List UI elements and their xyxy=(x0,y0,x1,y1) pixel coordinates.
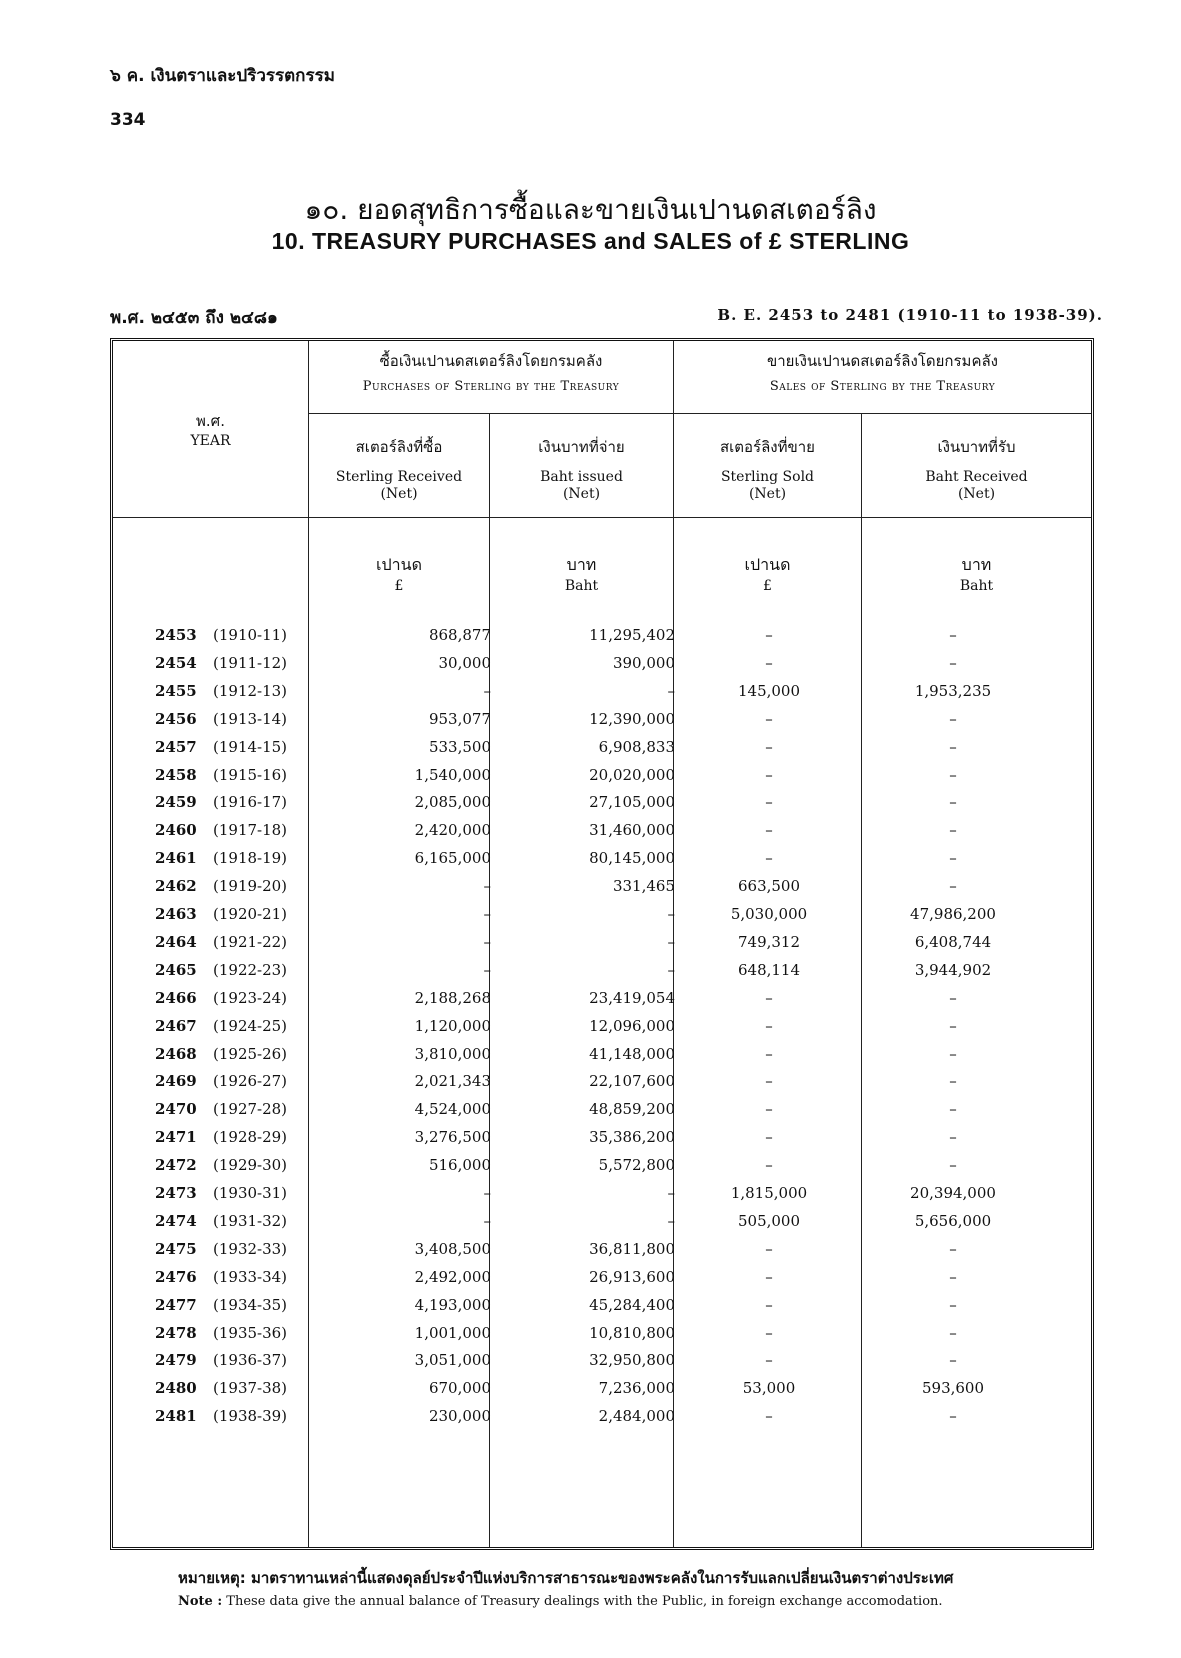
table-row xyxy=(113,873,1097,901)
sterling-sold-cell: – xyxy=(765,1016,773,1035)
year-ad: (1927-28) xyxy=(213,1100,288,1119)
col-header-thai: เงินบาทที่จ่าย xyxy=(538,438,625,456)
sterling-received-cell: 4,193,000 xyxy=(414,1295,491,1314)
year-ad: (1938-39) xyxy=(213,1407,288,1426)
year-ad: (1914-15) xyxy=(213,737,288,756)
sterling-sold-cell: – xyxy=(765,1295,773,1314)
sterling-sold-cell: 1,815,000 xyxy=(730,1184,808,1202)
baht-issued-cell: 7,236,000 xyxy=(598,1379,675,1398)
sterling-received-cell: – xyxy=(483,960,491,979)
baht-issued-cell: 20,020,000 xyxy=(589,765,675,784)
sterling-sold-cell: – xyxy=(765,849,773,868)
baht-received-cell: – xyxy=(949,821,957,840)
baht-issued-cell: 12,096,000 xyxy=(589,1016,675,1035)
year-ad: (1929-30) xyxy=(213,1156,288,1175)
year-be: 2458 xyxy=(155,765,197,784)
table-row xyxy=(113,817,1097,845)
sterling-received-cell: 1,001,000 xyxy=(414,1323,491,1342)
baht-received-cell: – xyxy=(949,709,957,728)
baht-received-cell: – xyxy=(949,737,957,756)
year-ad: (1935-36) xyxy=(213,1323,288,1342)
sterling-sold-cell: 663,500 xyxy=(737,877,801,896)
unit-english: £ xyxy=(763,578,772,594)
baht-issued-cell: – xyxy=(667,681,675,700)
baht-issued-cell: – xyxy=(667,1211,675,1230)
unit-col4 xyxy=(862,553,1091,594)
sterling-received-cell: 230,000 xyxy=(428,1407,491,1426)
baht-received-cell: – xyxy=(949,1016,957,1035)
table-row xyxy=(113,845,1097,873)
data-table xyxy=(110,338,1094,1550)
divider-group-header xyxy=(308,413,1091,414)
year-ad: (1916-17) xyxy=(213,793,288,812)
table-row xyxy=(113,1068,1097,1096)
year-ad: (1924-25) xyxy=(213,1016,288,1035)
baht-received-cell: 20,394,000 xyxy=(910,1184,996,1202)
baht-issued-cell: 23,419,054 xyxy=(589,988,675,1007)
unit-col3 xyxy=(674,553,861,594)
year-ad: (1920-21) xyxy=(213,905,288,923)
sterling-received-cell: 670,000 xyxy=(428,1379,491,1398)
year-ad: (1922-23) xyxy=(213,960,288,979)
table-row xyxy=(113,706,1097,734)
sterling-received-cell: – xyxy=(483,681,491,700)
sterling-sold-cell: 145,000 xyxy=(737,681,801,700)
table-row xyxy=(113,678,1097,706)
baht-received-cell: – xyxy=(949,1407,957,1426)
table-row xyxy=(113,901,1097,929)
baht-received-cell: 1,953,235 xyxy=(914,681,992,700)
sterling-received-cell: 533,500 xyxy=(428,737,491,756)
year-ad: (1919-20) xyxy=(213,877,288,896)
period-thai: พ.ศ. ๒๔๕๓ ถึง ๒๔๘๑ xyxy=(110,308,278,328)
table-row xyxy=(113,1320,1097,1348)
sterling-received-cell: 516,000 xyxy=(428,1156,491,1175)
year-be: 2457 xyxy=(155,737,197,756)
year-be: 2473 xyxy=(155,1184,197,1202)
year-ad: (1912-13) xyxy=(213,681,288,700)
sterling-sold-cell: 648,114 xyxy=(737,960,801,979)
note-text: These data give the annual balance of Treasury dealings with the Public, in foreign exchange accomodation. xyxy=(226,1594,943,1609)
baht-issued-cell: – xyxy=(667,905,675,923)
baht-received-cell: – xyxy=(949,1351,957,1370)
sterling-received-cell: – xyxy=(483,932,491,951)
baht-received-cell: – xyxy=(949,1128,957,1147)
table-row xyxy=(113,1208,1097,1236)
year-ad: (1918-19) xyxy=(213,849,288,868)
year-be: 2479 xyxy=(155,1351,197,1370)
year-ad: (1926-27) xyxy=(213,1072,288,1091)
sterling-sold-cell: – xyxy=(765,793,773,812)
sterling-received-cell: 3,051,000 xyxy=(414,1351,491,1370)
baht-received-cell: 47,986,200 xyxy=(910,905,996,923)
baht-issued-cell: 45,284,400 xyxy=(589,1295,675,1314)
year-be: 2461 xyxy=(155,849,197,868)
col-header-net: (Net) xyxy=(562,486,601,502)
sterling-sold-cell: – xyxy=(765,1128,773,1147)
baht-issued-cell: 331,465 xyxy=(612,877,675,896)
sterling-received-cell: 2,420,000 xyxy=(414,821,491,840)
year-be: 2472 xyxy=(155,1156,197,1175)
baht-issued-cell: 80,145,000 xyxy=(589,849,675,868)
year-ad: (1917-18) xyxy=(213,821,288,840)
year-ad: (1931-32) xyxy=(213,1211,288,1230)
year-be: 2477 xyxy=(155,1295,197,1314)
sterling-sold-cell: – xyxy=(765,1044,773,1063)
table-row xyxy=(113,1096,1097,1124)
unit-col1 xyxy=(309,553,489,594)
baht-issued-cell: 26,913,600 xyxy=(589,1267,675,1286)
baht-received-cell: 6,408,744 xyxy=(914,932,992,951)
table-row xyxy=(113,1236,1097,1264)
sterling-received-cell: – xyxy=(483,1184,491,1202)
sterling-sold-cell: – xyxy=(765,1072,773,1091)
year-ad: (1913-14) xyxy=(213,709,288,728)
year-ad: (1936-37) xyxy=(213,1351,288,1370)
year-ad: (1932-33) xyxy=(213,1239,288,1258)
baht-issued-cell: 32,950,800 xyxy=(589,1351,675,1370)
year-be: 2478 xyxy=(155,1323,197,1342)
baht-received-cell: – xyxy=(949,1156,957,1175)
year-be: 2455 xyxy=(155,681,197,700)
sterling-received-cell: 6,165,000 xyxy=(414,849,491,868)
table-row xyxy=(113,1292,1097,1320)
note-label: Note : xyxy=(178,1594,223,1609)
year-be: 2465 xyxy=(155,960,197,979)
unit-english: Baht xyxy=(564,578,599,594)
baht-received-cell: – xyxy=(949,1267,957,1286)
baht-issued-cell: 31,460,000 xyxy=(589,821,675,840)
baht-received-cell: – xyxy=(949,849,957,868)
year-ad: (1911-12) xyxy=(213,653,288,672)
table-title-english: 10. TREASURY PURCHASES and SALES of £ STERLING xyxy=(271,228,910,254)
sterling-sold-cell: 505,000 xyxy=(737,1211,801,1230)
year-be: 2460 xyxy=(155,821,197,840)
table-row xyxy=(113,929,1097,957)
sterling-sold-cell: 749,312 xyxy=(737,932,801,951)
col-header-english: Sterling Received xyxy=(335,469,463,485)
col-header-english: Sterling Sold xyxy=(720,469,815,485)
sterling-sold-cell: – xyxy=(765,737,773,756)
col-header-net: (Net) xyxy=(748,486,787,502)
unit-english: Baht xyxy=(959,578,994,594)
purchases-header-thai: ซื้อเงินเปานดสเตอร์ลิงโดยกรมคลัง xyxy=(379,352,603,370)
sterling-received-cell: 868,877 xyxy=(428,626,491,644)
col-sterling-received-header xyxy=(309,435,489,503)
unit-col2 xyxy=(490,553,673,594)
baht-issued-cell: 48,859,200 xyxy=(589,1100,675,1119)
year-be: 2453 xyxy=(155,626,197,644)
unit-thai: เปานด xyxy=(376,555,422,574)
table-row xyxy=(113,1264,1097,1292)
year-be: 2471 xyxy=(155,1128,197,1147)
year-be: 2463 xyxy=(155,905,197,923)
sterling-sold-cell: – xyxy=(765,1323,773,1342)
year-be: 2454 xyxy=(155,653,197,672)
baht-issued-cell: 11,295,402 xyxy=(589,626,675,644)
table-title-thai: ๑๐. ยอดสุทธิการซื้อและขายเงินเปานดสเตอร์ลิง xyxy=(304,193,877,226)
sterling-received-cell: 953,077 xyxy=(428,709,491,728)
sterling-received-cell: 3,276,500 xyxy=(414,1128,491,1147)
year-ad: (1934-35) xyxy=(213,1295,288,1314)
sterling-sold-cell: – xyxy=(765,765,773,784)
table-row xyxy=(113,1347,1097,1375)
year-be: 2467 xyxy=(155,1016,197,1035)
sterling-received-cell: – xyxy=(483,877,491,896)
sterling-received-cell: 1,120,000 xyxy=(414,1016,491,1035)
year-ad: (1933-34) xyxy=(213,1267,288,1286)
sterling-received-cell: 3,408,500 xyxy=(414,1239,491,1258)
baht-received-cell: – xyxy=(949,1295,957,1314)
table-row xyxy=(113,1152,1097,1180)
baht-issued-cell: 22,107,600 xyxy=(589,1072,675,1091)
baht-received-cell: – xyxy=(949,793,957,812)
baht-issued-cell: – xyxy=(667,1184,675,1202)
baht-received-cell: – xyxy=(949,653,957,672)
year-ad: (1928-29) xyxy=(213,1128,288,1147)
sterling-sold-cell: – xyxy=(765,1351,773,1370)
year-be: 2468 xyxy=(155,1044,197,1063)
year-ad: (1921-22) xyxy=(213,932,288,951)
year-be: 2476 xyxy=(155,1267,197,1286)
year-be: 2470 xyxy=(155,1100,197,1119)
sterling-received-cell: – xyxy=(483,905,491,923)
baht-issued-cell: 6,908,833 xyxy=(598,737,675,756)
col-header-net: (Net) xyxy=(957,486,996,502)
year-ad: (1925-26) xyxy=(213,1044,288,1063)
col-header-thai: เงินบาทที่รับ xyxy=(937,438,1016,456)
sterling-received-cell: 2,021,343 xyxy=(414,1072,491,1091)
baht-received-cell: 5,656,000 xyxy=(914,1211,992,1230)
baht-received-cell: – xyxy=(949,988,957,1007)
page-number: 334 xyxy=(110,110,146,130)
col-baht-received-header xyxy=(862,435,1091,503)
baht-issued-cell: – xyxy=(667,932,675,951)
baht-received-cell: – xyxy=(949,765,957,784)
sterling-sold-cell: – xyxy=(765,1267,773,1286)
period-english: B. E. 2453 to 2481 (1910-11 to 1938-39). xyxy=(717,306,1103,324)
unit-thai: บาท xyxy=(961,555,992,574)
year-header-thai: พ.ศ. xyxy=(196,412,225,430)
table-row xyxy=(113,789,1097,817)
col-header-english: Baht Received xyxy=(925,469,1028,485)
year-be: 2474 xyxy=(155,1211,197,1230)
year-be: 2469 xyxy=(155,1072,197,1091)
baht-issued-cell: 2,484,000 xyxy=(598,1407,675,1426)
year-be: 2464 xyxy=(155,932,197,951)
note-thai: หมายเหตุ: มาตราทานเหล่านี้แสดงดุลย์ประจำปีแห่งบริการสาธารณะของพระคลังในการรับแลกเปลี่ยนเงินตราต่างประเทศ xyxy=(178,1569,954,1587)
unit-thai: บาท xyxy=(566,555,597,574)
sterling-received-cell: 3,810,000 xyxy=(414,1044,491,1063)
sterling-received-cell: 4,524,000 xyxy=(414,1100,491,1119)
sterling-sold-cell: – xyxy=(765,1239,773,1258)
table-row xyxy=(113,650,1097,678)
table-row xyxy=(113,985,1097,1013)
note-english xyxy=(178,1594,943,1609)
sterling-sold-cell: – xyxy=(765,988,773,1007)
table-row xyxy=(113,1124,1097,1152)
year-ad: (1910-11) xyxy=(213,626,288,644)
sterling-received-cell: 1,540,000 xyxy=(414,765,491,784)
baht-issued-cell: 5,572,800 xyxy=(598,1156,675,1175)
section-header: ๖ ค. เงินตราและปริวรรตกรรม xyxy=(110,66,335,86)
year-ad: (1930-31) xyxy=(213,1184,288,1202)
sterling-sold-cell: – xyxy=(765,821,773,840)
sterling-received-cell: 2,085,000 xyxy=(414,793,491,812)
baht-issued-cell: 41,148,000 xyxy=(589,1044,675,1063)
baht-issued-cell: 12,390,000 xyxy=(589,709,675,728)
unit-thai: เปานด xyxy=(744,555,791,574)
divider-header xyxy=(113,517,1091,518)
year-be: 2480 xyxy=(155,1379,197,1398)
table-row xyxy=(113,1180,1097,1208)
baht-received-cell: – xyxy=(949,1100,957,1119)
table-row xyxy=(113,1375,1097,1403)
sterling-received-cell: 30,000 xyxy=(438,653,491,672)
sterling-received-cell: – xyxy=(483,1211,491,1230)
col-header-english: Baht issued xyxy=(540,469,623,485)
table-row xyxy=(113,734,1097,762)
table-row xyxy=(113,762,1097,790)
year-be: 2462 xyxy=(155,877,197,896)
baht-issued-cell: 10,810,800 xyxy=(589,1323,675,1342)
baht-received-cell: – xyxy=(949,1072,957,1091)
baht-issued-cell: 390,000 xyxy=(612,653,675,672)
table-row xyxy=(113,957,1097,985)
baht-received-cell: 3,944,902 xyxy=(914,960,992,979)
table-row xyxy=(113,1403,1097,1431)
sterling-sold-cell: – xyxy=(765,626,773,644)
table-row xyxy=(113,1041,1097,1069)
baht-received-cell: 593,600 xyxy=(921,1379,985,1398)
col-sterling-sold-header xyxy=(674,435,861,503)
year-ad: (1923-24) xyxy=(213,988,288,1007)
year-ad: (1915-16) xyxy=(213,765,288,784)
table-row xyxy=(113,1013,1097,1041)
sterling-received-cell: 2,188,268 xyxy=(414,988,491,1007)
year-be: 2459 xyxy=(155,793,197,812)
col-baht-issued-header xyxy=(490,435,673,503)
baht-received-cell: – xyxy=(949,626,957,644)
baht-issued-cell: 27,105,000 xyxy=(589,793,675,812)
purchases-header-english: Purchases of Sterling by the Treasury xyxy=(362,379,620,394)
year-header-english: YEAR xyxy=(190,433,231,449)
table-row xyxy=(113,622,1097,650)
sterling-sold-cell: – xyxy=(765,653,773,672)
sterling-received-cell: 2,492,000 xyxy=(414,1267,491,1286)
sterling-sold-cell: 53,000 xyxy=(742,1379,796,1398)
year-ad: (1937-38) xyxy=(213,1379,288,1398)
baht-issued-cell: 36,811,800 xyxy=(589,1239,675,1258)
year-be: 2466 xyxy=(155,988,197,1007)
col-header-thai: สเตอร์ลิงที่ขาย xyxy=(720,438,815,456)
sterling-sold-cell: – xyxy=(765,1407,773,1426)
unit-english: £ xyxy=(394,578,404,594)
baht-received-cell: – xyxy=(949,1323,957,1342)
year-be: 2456 xyxy=(155,709,197,728)
col-header-thai: สเตอร์ลิงที่ซื้อ xyxy=(355,438,443,456)
sterling-sold-cell: – xyxy=(765,1156,773,1175)
baht-received-cell: – xyxy=(949,1044,957,1063)
year-be: 2481 xyxy=(155,1407,197,1426)
sales-header-english: Sales of Sterling by the Treasury xyxy=(769,379,996,394)
baht-received-cell: – xyxy=(949,1239,957,1258)
baht-issued-cell: – xyxy=(667,960,675,979)
sales-header-thai: ขายเงินเปานดสเตอร์ลิงโดยกรมคลัง xyxy=(766,352,998,370)
baht-issued-cell: 35,386,200 xyxy=(589,1128,675,1147)
sterling-sold-cell: – xyxy=(765,1100,773,1119)
col-header-net: (Net) xyxy=(380,486,418,502)
sterling-sold-cell: – xyxy=(765,709,773,728)
sterling-sold-cell: 5,030,000 xyxy=(730,905,808,923)
baht-received-cell: – xyxy=(949,877,957,896)
year-be: 2475 xyxy=(155,1239,197,1258)
